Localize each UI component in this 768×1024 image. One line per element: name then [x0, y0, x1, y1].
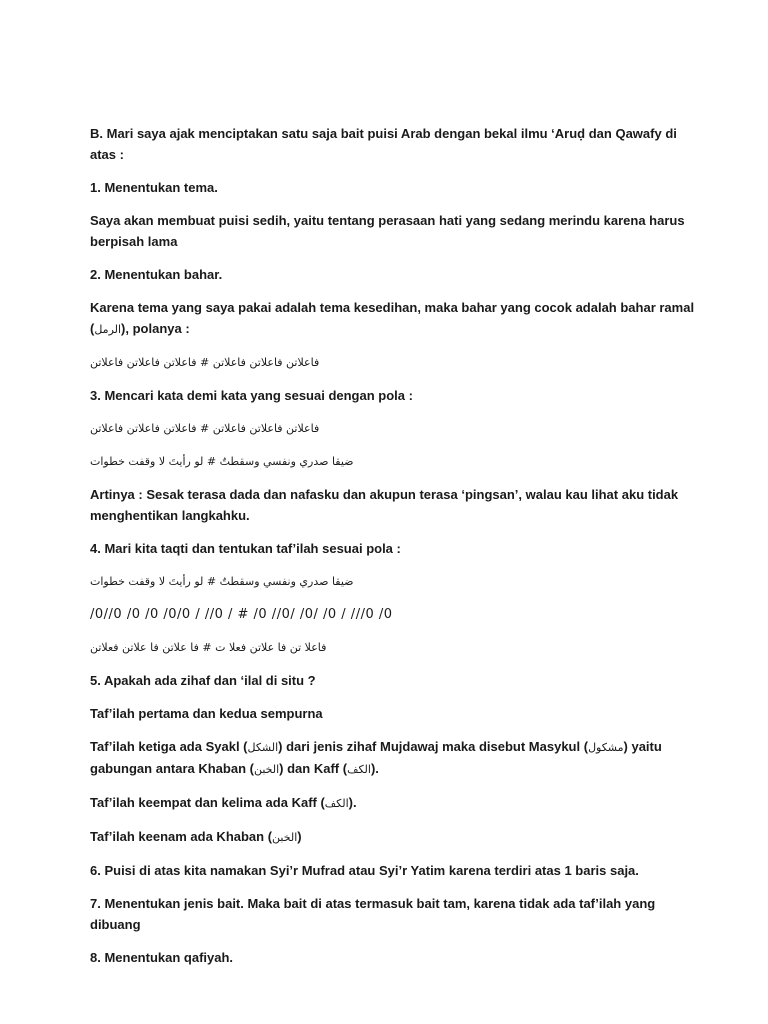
section-1-title: 1. Menentukan tema. — [90, 180, 218, 195]
scansion-line: /0//0 /0 /0 /0/0 / //0 / # /0 //0/ /0/ /0 / ///0 /0 — [90, 607, 393, 622]
s5-l2-text-e: ). — [370, 761, 379, 776]
artinya-paragraph: Artinya : Sesak terasa dada dan nafasku dan akupun terasa ‘pingsan’, walau kau lihat aku tidak menghentikan langkahku. — [90, 487, 679, 523]
section-5-line-4 — [90, 826, 698, 848]
section-2-body-arabic: الرمل — [94, 323, 122, 336]
section-2-body-text-b: ), polanya : — [121, 321, 190, 336]
s5-l2-text-a: Taf’ilah ketiga ada Syakl ( — [90, 739, 248, 754]
section-3-title: 3. Mencari kata demi kata yang sesuai dengan pola : — [90, 388, 413, 403]
arabic-verse-1: ضيقا صدري ونفسي وسقطتٌ # لو رأيتَ لا وقفت خطوات — [90, 455, 354, 468]
s5-l2-text-c: ) yaitu gabungan antara Khaban ( — [90, 739, 662, 776]
section-1-body: Saya akan membuat puisi sedih, yaitu tentang perasaan hati yang sedang merindu karena harus berpisah lama — [90, 213, 685, 249]
s5-l2-arabic-1: الشكل — [247, 741, 279, 754]
s5-l3-text-a: Taf’ilah keempat dan kelima ada Kaff ( — [90, 795, 325, 810]
s5-l4-text-b: ) — [297, 829, 302, 844]
section-6: 6. Puisi di atas kita namakan Syi’r Mufrad atau Syi’r Yatim karena terdiri atas 1 baris saja. — [90, 863, 639, 878]
section-8: 8. Menentukan qafiyah. — [90, 950, 234, 965]
s5-l2-text-d: ) dan Kaff ( — [279, 761, 348, 776]
s5-l3-arabic: الكف — [324, 797, 349, 810]
s5-l4-arabic: الخبن — [272, 831, 298, 844]
intro-paragraph: B. Mari saya ajak menciptakan satu saja bait puisi Arab dengan bekal ilmu ‘Aruḍ dan Qawafy di atas : — [90, 126, 677, 162]
arabic-verse-2: ضيقا صدري ونفسي وسقطتٌ # لو رأيتَ لا وقفت خطوات — [90, 575, 354, 588]
section-2-body — [90, 297, 698, 340]
arabic-pattern-2: فاعلاتن فاعلاتن فاعلاتن # فاعلاتن فاعلاتن فاعلاتن — [90, 422, 320, 435]
section-5-line-3 — [90, 792, 698, 814]
section-2-body-text-a: Karena tema yang saya pakai adalah tema kesedihan, maka bahar yang cocok adalah bahar ramal ( — [90, 300, 695, 336]
section-5-title: 5. Apakah ada zihaf dan ‘ilal di situ ? — [90, 673, 316, 688]
s5-l2-text-b: ) dari jenis zihaf Mujdawaj maka disebut Masykul ( — [278, 739, 589, 754]
arabic-pattern-1: فاعلاتن فاعلاتن فاعلاتن # فاعلاتن فاعلاتن فاعلاتن — [90, 356, 320, 369]
s5-l2-arabic-2: مشكول — [588, 741, 624, 754]
s5-l4-text-a: Taf’ilah keenam ada Khaban ( — [90, 829, 273, 844]
arabic-taqti: فاعلا تن فا علاتن فعلا ت # فا علاتن فا علاتن فعلاتن — [90, 641, 327, 654]
s5-l3-text-b: ). — [348, 795, 357, 810]
section-5-line-2 — [90, 736, 698, 780]
section-2-title: 2. Menentukan bahar. — [90, 267, 223, 282]
section-5-line-1: Taf’ilah pertama dan kedua sempurna — [90, 706, 323, 721]
section-4-title: 4. Mari kita taqti dan tentukan taf’ilah sesuai pola : — [90, 541, 401, 556]
s5-l2-arabic-4: الكف — [347, 763, 371, 776]
section-7: 7. Menentukan jenis bait. Maka bait di atas termasuk bait tam, karena tidak ada taf’ilah yang dibuang — [90, 896, 656, 932]
s5-l2-arabic-3: الخبن — [253, 763, 280, 776]
